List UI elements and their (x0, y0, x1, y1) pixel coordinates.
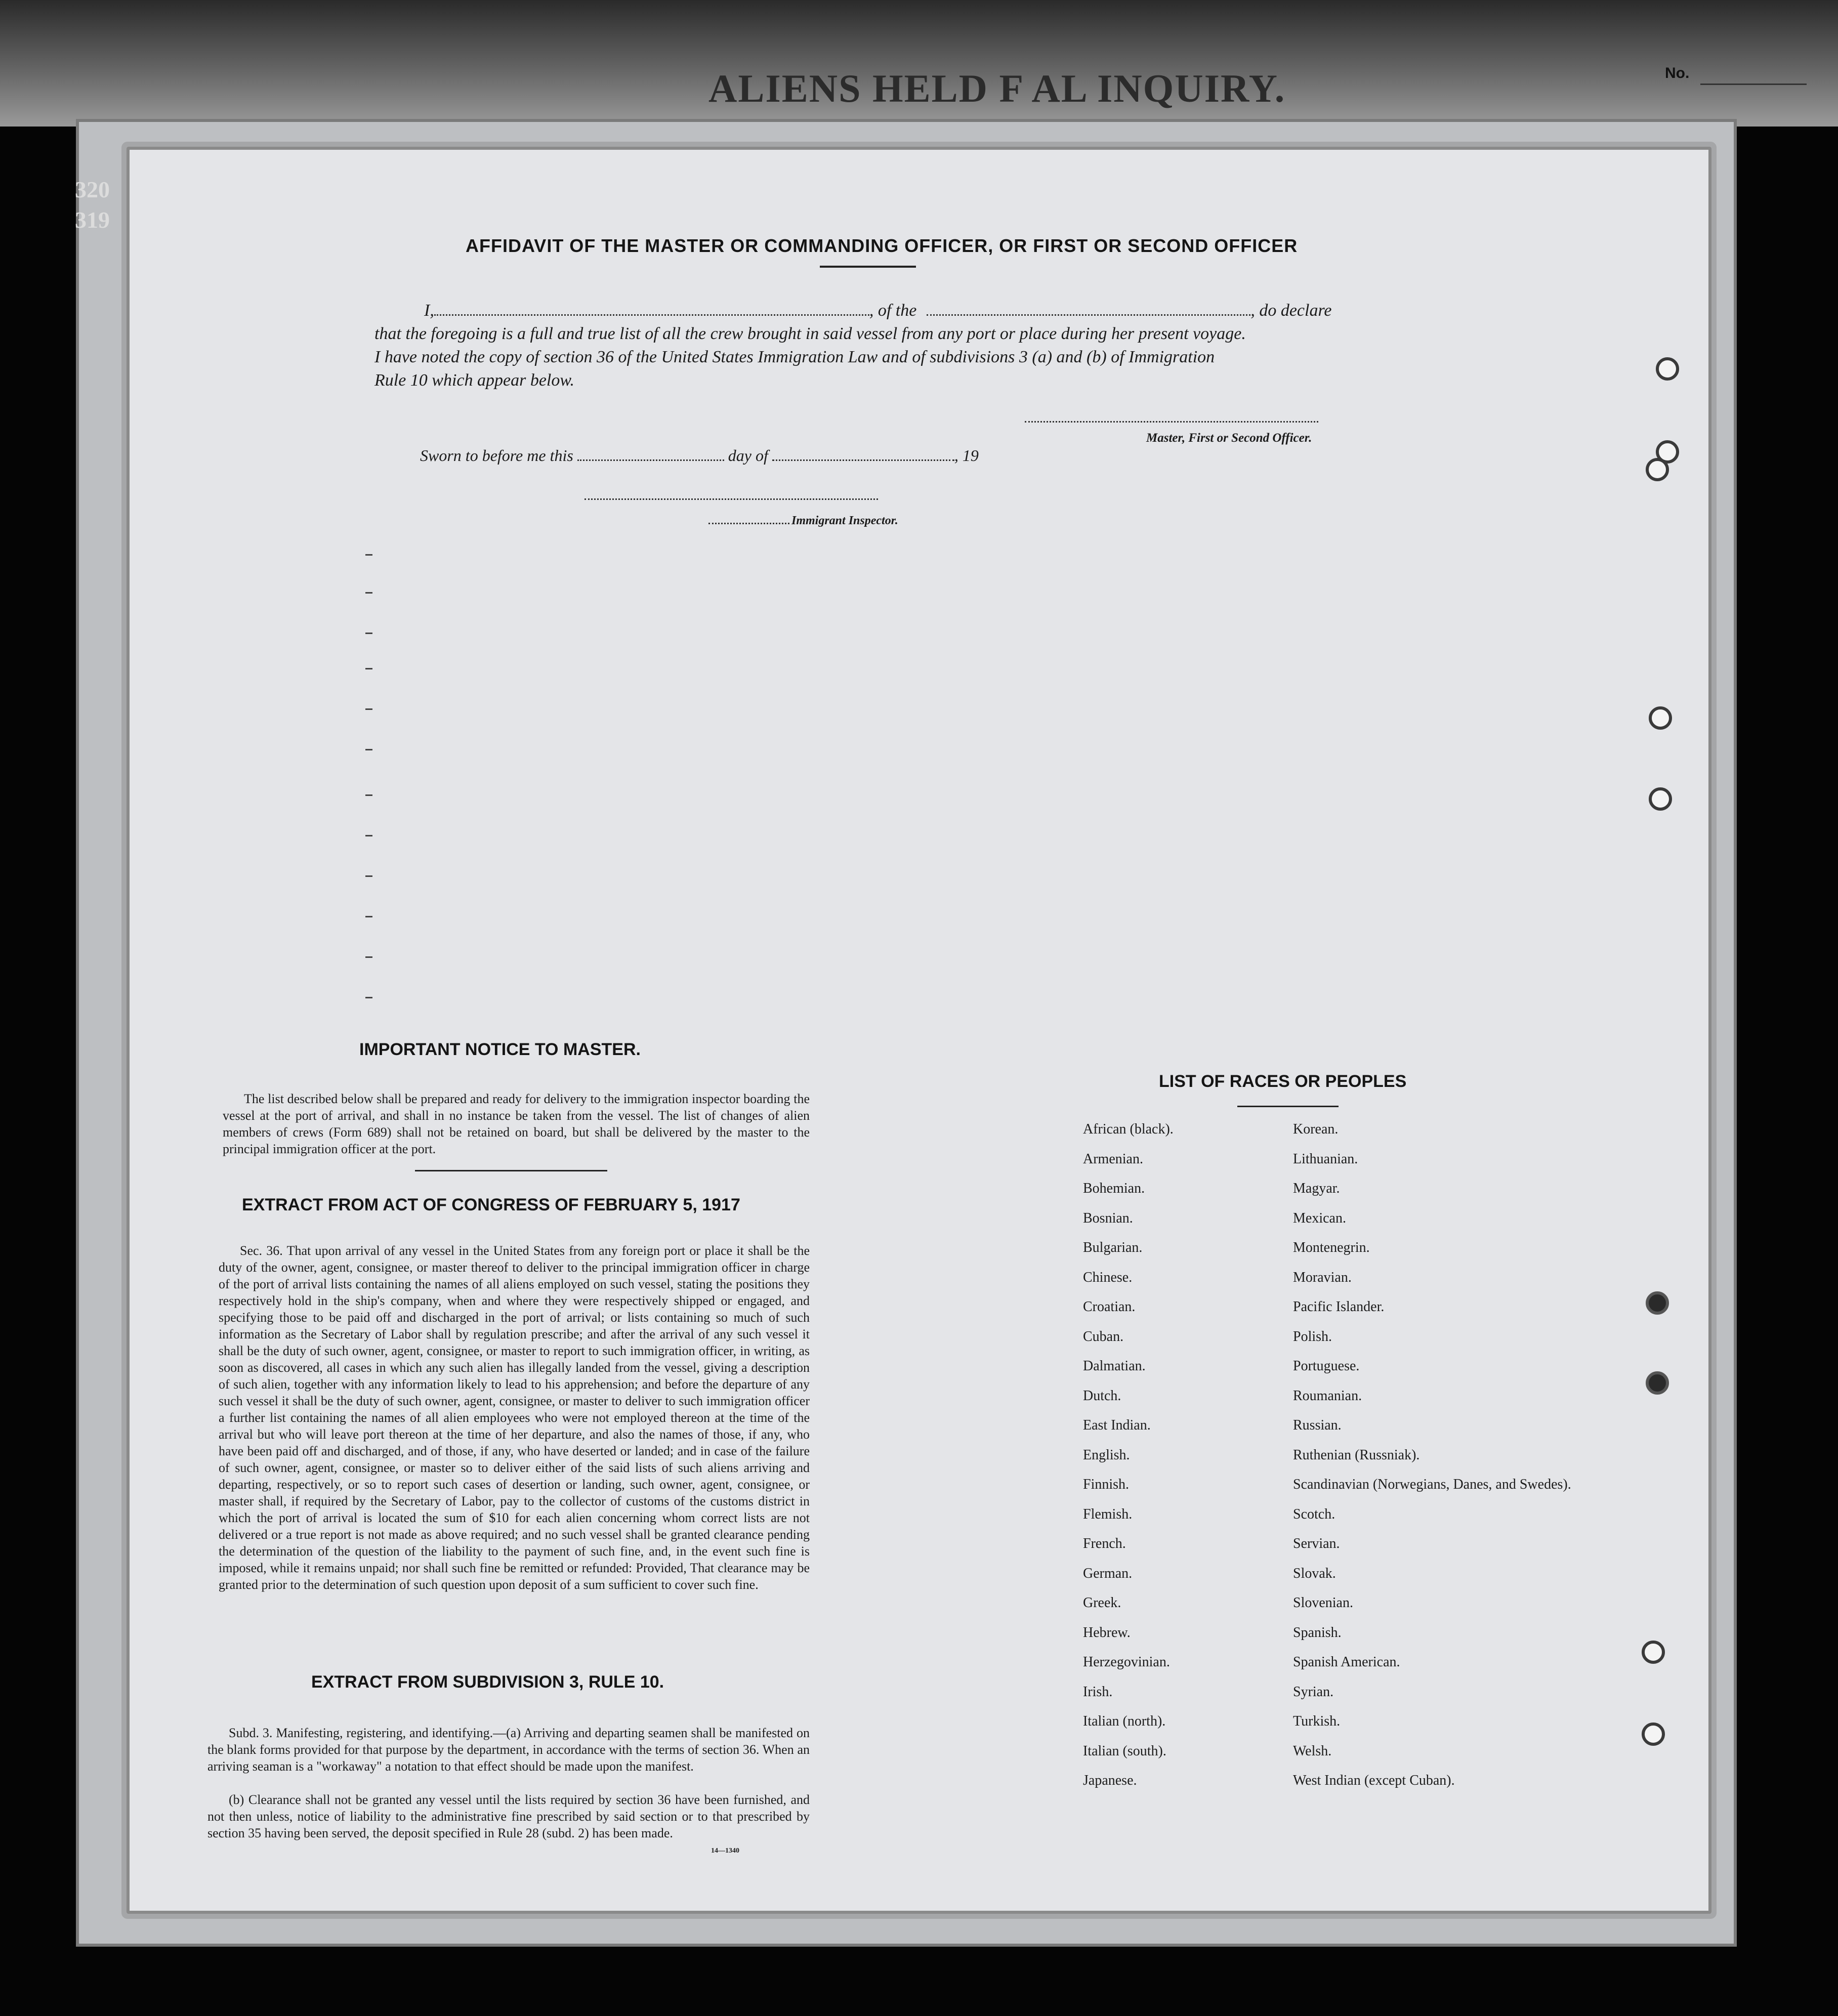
inspector-caption-row (708, 514, 898, 528)
punch-hole (1656, 357, 1679, 381)
affidavit-of-the: , of the (869, 301, 917, 320)
affidavit-i: I, (424, 301, 434, 320)
race-item: West Indian (except Cuban). (1293, 1773, 1455, 1788)
races-title: LIST OF RACES OR PEOPLES (1159, 1072, 1407, 1091)
punch-hole (1646, 1371, 1669, 1395)
race-item: Italian (south). (1083, 1743, 1166, 1759)
punch-hole (1642, 1641, 1665, 1664)
sworn-month-blank[interactable] (772, 446, 954, 461)
margin-tick (365, 708, 372, 710)
left-edge-number-1: 320 (75, 177, 110, 202)
races-right-column (1293, 1115, 1571, 1796)
race-item: Welsh. (1293, 1743, 1332, 1759)
race-item: Moravian. (1293, 1269, 1352, 1285)
race-item: Dalmatian. (1083, 1358, 1146, 1374)
race-item: Dutch. (1083, 1388, 1121, 1404)
master-signature-blank[interactable] (1025, 416, 1318, 423)
extract-rule-para-a: Subd. 3. Manifesting, registering, and identifying.—(a) Arriving and departing seamen shall be manifested on the blank forms provided for that purpose by the department, in accordance with the terms of section 36. When an arriving seaman is a "workaway" a notation to that effect should be made upon the manifest. (207, 1726, 810, 1774)
races-underline (1237, 1106, 1339, 1107)
punch-hole (1642, 1723, 1665, 1746)
race-item: Flemish. (1083, 1506, 1133, 1522)
margin-tick (365, 749, 372, 750)
margin-tick (365, 592, 372, 594)
race-item: Bohemian. (1083, 1181, 1145, 1196)
race-item: Croatian. (1083, 1299, 1136, 1315)
extract-act-body: Sec. 36. That upon arrival of any vessel in the United States from any foreign port or place it shall be the duty of the owner, agent, consignee, or master thereof to deliver to the principal immigration officer in charge of the port of arrival lists containing the names of all aliens employed on such vessel, stating the positions they respectively hold in the ship's company, when and where they were respectively shipped or engaged, and specifying those to be paid off and discharged in the port of arrival; or lists containing so much of such information as the Secretary of Labor shall by regulation prescribe; and after the arrival of any such vessel it shall be the duty of such owner, agent, consignee, or master to report to such immigration officer, in writing, as soon as discovered, all cases in which any such alien has illegally landed from the vessel, giving a description of such alien, together with any information likely to lead to his apprehension; and before the departure of any such vessel it shall be the duty of such owner, agent, consignee, or master to deliver to such immigration officer a further list containing the names of all alien employees who were not employed thereon at the time of the arrival but who will leave port thereon at the time of her departure, and also the names of those, if any, who have been paid off and discharged, and of those, if any, who have deserted or landed; and in case of the failure of such owner, agent, consignee, or master so to deliver either of the said lists of such aliens arriving and departing, respectively, or so to report such cases of desertion or landing, such owner, agent, consignee, or master shall, if required by the Secretary of Labor, pay to the collector of customs of the customs district in which the port of arrival is located the sum of $10 for each alien concerning whom correct lists are not delivered or a true report is not made as above required; and no such vessel shall be granted clearance pending the determination of the question of the liability to the payment of such fine, and, in the event such fine is imposed, while it remains unpaid; nor shall such fine be remitted or refunded: Provided, That clearance may be granted prior to the determination of such question upon deposit of a sum sufficient to cover such fine. (219, 1243, 810, 1592)
affidavit-title: AFFIDAVIT OF THE MASTER OR COMMANDING OFFICER, OR FIRST OR SECOND OFFICER (466, 235, 1298, 256)
race-item: Magyar. (1293, 1181, 1340, 1196)
race-item: Bosnian. (1083, 1210, 1133, 1226)
race-item: Scandinavian (Norwegians, Danes, and Swedes). (1293, 1477, 1571, 1492)
margin-tick (365, 875, 372, 877)
margin-tick (365, 794, 372, 796)
race-item: Spanish American. (1293, 1654, 1400, 1670)
race-item: Herzegovinian. (1083, 1654, 1170, 1670)
race-item: Hebrew. (1083, 1624, 1131, 1641)
punch-hole (1649, 787, 1672, 811)
notice-body: The list described below shall be prepared and ready for delivery to the immigration inspector boarding the vessel at the port of arrival, and shall in no instance be taken from the vessel. The list of changes of alien members of crews (Form 689) shall not be retained on board, but shall be delivered by the master to the principal immigration officer at the port. (223, 1091, 810, 1156)
inspector-caption: Immigrant Inspector. (791, 514, 898, 527)
background-sheet-header: ALIENS HELD F AL INQUIRY. (708, 66, 1286, 110)
background-no-label: No. (1665, 65, 1690, 81)
margin-tick (365, 668, 372, 669)
vessel-blank[interactable] (927, 301, 1250, 316)
race-item: Greek. (1083, 1595, 1121, 1611)
inspector-signature-blank[interactable] (584, 493, 878, 500)
punch-hole (1646, 1291, 1669, 1315)
race-item: Cuban. (1083, 1328, 1124, 1345)
race-item: Spanish. (1293, 1624, 1342, 1641)
sworn-text: Sworn to before me this (420, 446, 573, 465)
master-signature-caption: Master, First or Second Officer. (1146, 431, 1312, 445)
affidavit-line-2: that the foregoing is a full and true list of all the crew brought in said vessel from any port or place during her present voyage. (374, 324, 1246, 343)
punch-hole (1646, 458, 1669, 481)
race-item: Roumanian. (1293, 1388, 1362, 1404)
race-item: Turkish. (1293, 1713, 1341, 1729)
sworn-day-blank[interactable] (577, 446, 724, 461)
affidavit-line-1 (374, 300, 1356, 322)
race-item: French. (1083, 1536, 1126, 1551)
form-number: 14—1340 (711, 1847, 739, 1855)
extract-rule-para-b: (b) Clearance shall not be granted any vessel until the lists required by section 36 have been furnished, and not then unless, notice of liability to the administrative fine prescribed by said section or to that prescribed by section 35 having been served, the deposit specified in Rule 28 (subd. 2) has been made. (207, 1792, 810, 1840)
name-blank[interactable] (434, 301, 869, 316)
race-item: Slovak. (1293, 1565, 1336, 1581)
race-item: Irish. (1083, 1684, 1113, 1700)
race-item: Lithuanian. (1293, 1151, 1358, 1167)
notice-title: IMPORTANT NOTICE TO MASTER. (359, 1040, 641, 1059)
title-underline (820, 266, 916, 268)
margin-tick (365, 916, 372, 917)
affidavit-line-3: I have noted the copy of section 36 of the United States Immigration Law and of subdivisions 3 (a) and (b) of Immigration (374, 348, 1215, 366)
race-item: Scotch. (1293, 1506, 1335, 1522)
race-item: Pacific Islander. (1293, 1299, 1385, 1315)
races-left-column (1083, 1115, 1174, 1796)
notice-divider (415, 1170, 607, 1171)
race-item: African (black). (1083, 1121, 1174, 1137)
race-item: Montenegrin. (1293, 1240, 1370, 1255)
race-item: Ruthenian (Russniak). (1293, 1447, 1420, 1463)
race-item: Finnish. (1083, 1477, 1130, 1492)
race-item: English. (1083, 1447, 1130, 1463)
background-no-line (1700, 83, 1807, 85)
affidavit-line-4: Rule 10 which appear below. (374, 371, 575, 390)
race-item: East Indian. (1083, 1417, 1151, 1433)
race-item: Syrian. (1293, 1684, 1334, 1700)
race-item: Russian. (1293, 1417, 1342, 1433)
race-item: Slovenian. (1293, 1595, 1353, 1611)
race-item: German. (1083, 1565, 1133, 1581)
extract-rule-title: EXTRACT FROM SUBDIVISION 3, RULE 10. (311, 1672, 664, 1692)
extract-act-title: EXTRACT FROM ACT OF CONGRESS OF FEBRUARY 5, 1917 (242, 1195, 740, 1214)
race-item: Italian (north). (1083, 1713, 1166, 1729)
left-edge-number-2: 319 (75, 207, 110, 233)
race-item: Polish. (1293, 1328, 1332, 1345)
race-item: Bulgarian. (1083, 1240, 1143, 1255)
margin-tick (365, 633, 372, 634)
race-item: Mexican. (1293, 1210, 1346, 1226)
day-of-text: day of (728, 446, 768, 465)
punch-hole (1649, 706, 1672, 730)
affidavit-do-declare: , do declare (1250, 301, 1332, 320)
race-item: Servian. (1293, 1536, 1340, 1551)
inspector-dots (708, 516, 789, 524)
margin-tick (365, 554, 372, 556)
year-text: , 19 (954, 446, 979, 465)
margin-tick (365, 956, 372, 958)
race-item: Korean. (1293, 1121, 1339, 1137)
race-item: Armenian. (1083, 1151, 1143, 1167)
margin-tick (365, 997, 372, 998)
race-item: Japanese. (1083, 1773, 1137, 1788)
sworn-line (420, 446, 979, 465)
race-item: Portuguese. (1293, 1358, 1360, 1374)
margin-tick (365, 835, 372, 836)
race-item: Chinese. (1083, 1269, 1133, 1285)
